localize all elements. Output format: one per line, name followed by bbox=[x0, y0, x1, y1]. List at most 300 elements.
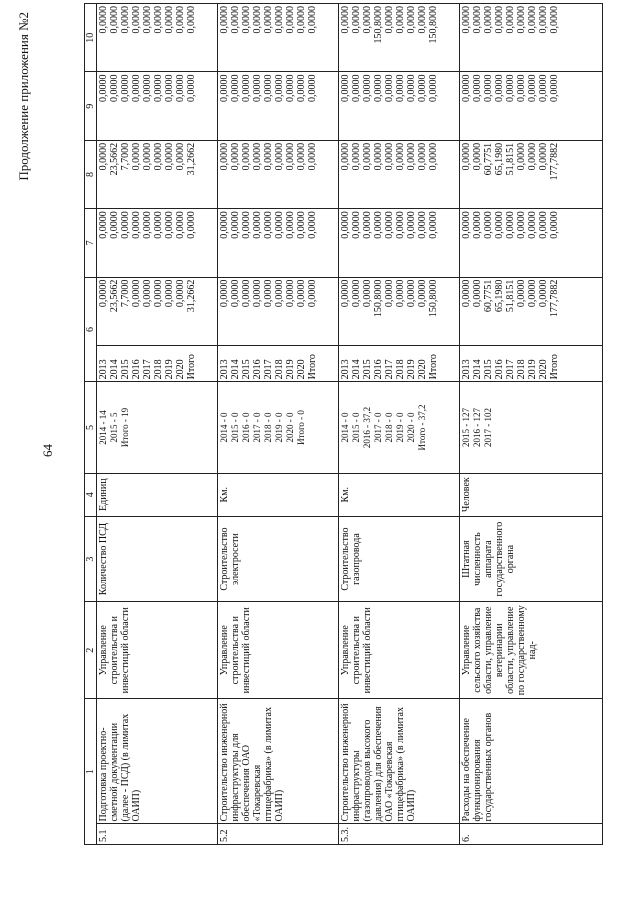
row-targets-value: 2014 - 0 bbox=[340, 412, 350, 443]
row-targets-value: 2020 - 0 bbox=[406, 412, 416, 443]
row-targets-value: 2016 - 37,2 bbox=[362, 406, 372, 449]
row-col10-value: 0,0000 bbox=[461, 6, 472, 34]
row-col8-value: 60,7751 bbox=[483, 142, 494, 176]
row-executor: Управление строительства и инвестиций области bbox=[218, 602, 339, 699]
row-targets-value: 2019 - 0 bbox=[274, 412, 284, 443]
row-col10-value: 0,0000 bbox=[263, 6, 274, 34]
row-col6-value: 0,0000 bbox=[142, 279, 153, 308]
row-col7-value: 0,0000 bbox=[120, 211, 131, 239]
row-col7-value: 0,0000 bbox=[538, 211, 549, 239]
row-col9-value: 0,0000 bbox=[472, 74, 483, 102]
row-col9 bbox=[339, 72, 460, 140]
row-col10-value: 0,0000 bbox=[296, 6, 307, 34]
row-col9-value: 0,0000 bbox=[142, 74, 153, 102]
row-col7-value: 0,0000 bbox=[285, 211, 296, 239]
column-header-9: 9 bbox=[85, 72, 97, 140]
row-col7-value: 0,0000 bbox=[428, 211, 439, 239]
row-col10-value: 0,0000 bbox=[417, 6, 428, 34]
row-col7-value: 0,0000 bbox=[527, 211, 538, 239]
row-col6-value: 0,0000 bbox=[307, 279, 318, 308]
row-targets-value: 2020 - 0 bbox=[285, 412, 295, 443]
row-col6-value: 51,8151 bbox=[505, 279, 516, 313]
row-col8-value: 0,0000 bbox=[395, 142, 406, 171]
row-col8-value: 0,0000 bbox=[406, 142, 417, 171]
row-targets-value: 2017 - 102 bbox=[483, 407, 493, 447]
row-col7-value: 0,0000 bbox=[461, 211, 472, 239]
row-targets bbox=[218, 382, 339, 473]
row-col6-value: 0,0000 bbox=[351, 279, 362, 308]
row-targets-value: 2017 - 0 bbox=[373, 412, 383, 443]
row-col10-value: 0,0000 bbox=[109, 6, 120, 34]
row-col6-value: 0,0000 bbox=[538, 279, 549, 308]
row-col10-value: 0,0000 bbox=[362, 6, 373, 34]
row-col10-value: 0,0000 bbox=[395, 6, 406, 34]
row-executor: Управление сельского хозяйства области, управление ветеринарии области, управление по государственному над- bbox=[460, 602, 603, 699]
row-years-value: 2020 bbox=[296, 359, 307, 380]
row-col10-value: 0,0000 bbox=[351, 6, 362, 34]
column-header-2: 2 bbox=[85, 602, 97, 699]
row-years-value: Итого bbox=[549, 354, 560, 380]
row-col8 bbox=[339, 140, 460, 208]
row-col10-value: 0,0000 bbox=[285, 6, 296, 34]
row-years-value: 2020 bbox=[417, 359, 428, 380]
row-col9-value: 0,0000 bbox=[362, 74, 373, 102]
row-col8-value: 65,1980 bbox=[494, 142, 505, 176]
table-row bbox=[339, 4, 460, 845]
row-col8-value: 0,0000 bbox=[175, 142, 186, 171]
row-indicator: Штатная численность аппарата государственного органа bbox=[460, 516, 603, 601]
row-col6-value: 0,0000 bbox=[241, 279, 252, 308]
row-targets-value: 2014 - 14 bbox=[98, 410, 108, 445]
row-col7-value: 0,0000 bbox=[307, 211, 318, 239]
column-header-4: 4 bbox=[85, 473, 97, 516]
row-years-value: 2017 bbox=[263, 359, 274, 380]
row-years bbox=[339, 345, 460, 381]
row-col9-value: 0,0000 bbox=[109, 74, 120, 102]
row-targets-value: 2014 - 0 bbox=[219, 412, 229, 443]
row-years-value: 2018 bbox=[516, 359, 527, 380]
row-col6-value: 31,2662 bbox=[186, 279, 197, 313]
row-col8 bbox=[460, 140, 603, 208]
row-col10-value: 0,0000 bbox=[120, 6, 131, 34]
row-col8-value: 0,0000 bbox=[131, 142, 142, 171]
row-targets bbox=[97, 382, 218, 473]
row-col9-value: 0,0000 bbox=[351, 74, 362, 102]
row-col8-value: 0,0000 bbox=[164, 142, 175, 171]
row-col7-value: 0,0000 bbox=[373, 211, 384, 239]
row-years-value: 2017 bbox=[142, 359, 153, 380]
row-col9-value: 0,0000 bbox=[428, 74, 439, 102]
row-col6-value: 0,0000 bbox=[472, 279, 483, 308]
row-col8-value: 0,0000 bbox=[538, 142, 549, 171]
appendix-table bbox=[84, 3, 603, 845]
row-indicator: Строительство электросети bbox=[218, 516, 339, 601]
row-col9-value: 0,0000 bbox=[549, 74, 560, 102]
row-unit: Км. bbox=[339, 473, 460, 516]
row-col8-value: 0,0000 bbox=[351, 142, 362, 171]
row-col9-value: 0,0000 bbox=[527, 74, 538, 102]
row-targets-value: Итого - 37,2 bbox=[417, 404, 427, 451]
row-col8-value: 0,0000 bbox=[516, 142, 527, 171]
row-col6 bbox=[218, 277, 339, 345]
row-id: 6. bbox=[460, 824, 603, 845]
row-col10-value: 0,0000 bbox=[494, 6, 505, 34]
row-col9-value: 0,0000 bbox=[538, 74, 549, 102]
row-col9-value: 0,0000 bbox=[483, 74, 494, 102]
row-col9-value: 0,0000 bbox=[417, 74, 428, 102]
row-years bbox=[460, 345, 603, 381]
row-years bbox=[218, 345, 339, 381]
row-years-value: 2020 bbox=[175, 359, 186, 380]
row-unit: Единиц bbox=[97, 473, 218, 516]
row-col10-value: 0,0000 bbox=[164, 6, 175, 34]
column-header-5: 5 bbox=[85, 382, 97, 473]
row-targets bbox=[460, 382, 603, 473]
row-targets-value: 2016 - 127 bbox=[472, 407, 482, 447]
row-col6-value: 0,0000 bbox=[527, 279, 538, 308]
row-years-value: 2013 bbox=[98, 359, 109, 380]
row-years-value: 2015 bbox=[241, 359, 252, 380]
row-col9-value: 0,0000 bbox=[285, 74, 296, 102]
row-col10-value: 150,8000 bbox=[428, 6, 439, 44]
row-targets bbox=[339, 382, 460, 473]
row-col8-value: 0,0000 bbox=[384, 142, 395, 171]
row-col7-value: 0,0000 bbox=[351, 211, 362, 239]
row-col7-value: 0,0000 bbox=[109, 211, 120, 239]
row-col6 bbox=[460, 277, 603, 345]
row-col6-value: 0,0000 bbox=[252, 279, 263, 308]
row-years-value: 2013 bbox=[219, 359, 230, 380]
row-col10 bbox=[218, 4, 339, 73]
row-col9 bbox=[460, 72, 603, 140]
row-col10-value: 0,0000 bbox=[307, 6, 318, 34]
row-years-value: 2016 bbox=[131, 359, 142, 380]
row-col6 bbox=[97, 277, 218, 345]
row-col10-value: 0,0000 bbox=[538, 6, 549, 34]
row-years-value: 2015 bbox=[120, 359, 131, 380]
row-col7-value: 0,0000 bbox=[263, 211, 274, 239]
row-col7 bbox=[460, 209, 603, 277]
row-years-value: 2017 bbox=[384, 359, 395, 380]
page-number: 64 bbox=[40, 444, 55, 457]
row-col10-value: 0,0000 bbox=[153, 6, 164, 34]
row-col9-value: 0,0000 bbox=[505, 74, 516, 102]
row-years-value: 2019 bbox=[406, 359, 417, 380]
row-col8-value: 7,7000 bbox=[120, 142, 131, 171]
row-col6-value: 150,8000 bbox=[428, 279, 439, 318]
row-col6-value: 60,7751 bbox=[483, 279, 494, 313]
column-header-8: 8 bbox=[85, 140, 97, 208]
row-col10-value: 0,0000 bbox=[98, 6, 109, 34]
row-col6-value: 0,0000 bbox=[153, 279, 164, 308]
column-header-7: 7 bbox=[85, 209, 97, 277]
row-col8-value: 0,0000 bbox=[219, 142, 230, 171]
row-executor: Управление строительства и инвестиций области bbox=[339, 602, 460, 699]
row-col10 bbox=[339, 4, 460, 73]
row-targets-value: 2015 - 127 bbox=[461, 407, 471, 447]
row-col10-value: 0,0000 bbox=[219, 6, 230, 34]
row-col8-value: 0,0000 bbox=[362, 142, 373, 171]
row-col9-value: 0,0000 bbox=[98, 74, 109, 102]
row-col8-value: 0,0000 bbox=[417, 142, 428, 171]
row-col6-value: 0,0000 bbox=[461, 279, 472, 308]
row-years-value: 2018 bbox=[395, 359, 406, 380]
row-targets-value: 2018 - 0 bbox=[384, 412, 394, 443]
row-years-value: 2016 bbox=[494, 359, 505, 380]
row-col6-value: 0,0000 bbox=[219, 279, 230, 308]
row-col6-value: 0,0000 bbox=[230, 279, 241, 308]
row-targets-value: 2019 - 0 bbox=[395, 412, 405, 443]
row-col8-value: 0,0000 bbox=[230, 142, 241, 171]
row-col7-value: 0,0000 bbox=[252, 211, 263, 239]
row-col10-value: 0,0000 bbox=[131, 6, 142, 34]
row-col9-value: 0,0000 bbox=[252, 74, 263, 102]
row-col7-value: 0,0000 bbox=[153, 211, 164, 239]
row-col8-value: 31,2662 bbox=[186, 142, 197, 176]
row-name: Подготовка проектно-сметной документации (далее - ПСД) (в лимитах ОАИП) bbox=[97, 699, 218, 824]
row-col8-value: 0,0000 bbox=[307, 142, 318, 171]
row-col7-value: 0,0000 bbox=[362, 211, 373, 239]
row-years-value: 2016 bbox=[252, 359, 263, 380]
row-col7-value: 0,0000 bbox=[186, 211, 197, 239]
row-years-value: 2014 bbox=[472, 359, 483, 380]
row-col8-value: 23,5662 bbox=[109, 142, 120, 176]
row-col7-value: 0,0000 bbox=[241, 211, 252, 239]
row-years-value: 2019 bbox=[285, 359, 296, 380]
row-col10-value: 0,0000 bbox=[274, 6, 285, 34]
row-col10-value: 0,0000 bbox=[230, 6, 241, 34]
row-col6-value: 0,0000 bbox=[164, 279, 175, 308]
row-years-value: 2019 bbox=[527, 359, 538, 380]
row-col6-value: 0,0000 bbox=[384, 279, 395, 308]
row-col8-value: 0,0000 bbox=[274, 142, 285, 171]
row-col10 bbox=[460, 4, 603, 73]
row-targets-value: 2016 - 0 bbox=[241, 412, 251, 443]
row-col10-value: 0,0000 bbox=[505, 6, 516, 34]
row-col8-value: 0,0000 bbox=[527, 142, 538, 171]
row-col6-value: 65,1980 bbox=[494, 279, 505, 313]
row-years-value: 2018 bbox=[153, 359, 164, 380]
row-col10 bbox=[97, 4, 218, 73]
row-col9-value: 0,0000 bbox=[164, 74, 175, 102]
row-col7-value: 0,0000 bbox=[505, 211, 516, 239]
row-col8-value: 177,7882 bbox=[549, 142, 560, 181]
row-col9-value: 0,0000 bbox=[186, 74, 197, 102]
row-col9-value: 0,0000 bbox=[395, 74, 406, 102]
row-col7-value: 0,0000 bbox=[384, 211, 395, 239]
row-targets-value: Итого - 19 bbox=[120, 407, 130, 448]
row-col9-value: 0,0000 bbox=[131, 74, 142, 102]
row-col6-value: 150,8000 bbox=[373, 279, 384, 318]
row-col7 bbox=[97, 209, 218, 277]
row-col6-value: 0,0000 bbox=[406, 279, 417, 308]
row-col7-value: 0,0000 bbox=[494, 211, 505, 239]
row-col8 bbox=[97, 140, 218, 208]
row-col9 bbox=[218, 72, 339, 140]
row-col6-value: 7,7000 bbox=[120, 279, 131, 308]
row-col10-value: 0,0000 bbox=[472, 6, 483, 34]
row-col6-value: 0,0000 bbox=[274, 279, 285, 308]
row-col6-value: 23,5662 bbox=[109, 279, 120, 313]
row-col10-value: 0,0000 bbox=[340, 6, 351, 34]
row-years bbox=[97, 345, 218, 381]
row-targets-value: 2015 - 0 bbox=[351, 412, 361, 443]
row-col10-value: 0,0000 bbox=[516, 6, 527, 34]
row-col10-value: 0,0000 bbox=[527, 6, 538, 34]
row-name: Строительство инженерной инфраструктуры для обеспечения ОАО «Токаревская птицефабрика» (в лимитах ОАИП) bbox=[218, 699, 339, 824]
row-col7-value: 0,0000 bbox=[274, 211, 285, 239]
table-row bbox=[97, 4, 218, 845]
row-col7-value: 0,0000 bbox=[549, 211, 560, 239]
row-col7-value: 0,0000 bbox=[406, 211, 417, 239]
row-id: 5.3. bbox=[339, 824, 460, 845]
row-col6-value: 0,0000 bbox=[296, 279, 307, 308]
row-years-value: 2014 bbox=[230, 359, 241, 380]
row-col8-value: 0,0000 bbox=[340, 142, 351, 171]
row-col7-value: 0,0000 bbox=[164, 211, 175, 239]
row-col7-value: 0,0000 bbox=[142, 211, 153, 239]
row-col10-value: 0,0000 bbox=[175, 6, 186, 34]
column-number-row bbox=[85, 4, 97, 845]
row-col7-value: 0,0000 bbox=[417, 211, 428, 239]
row-col9-value: 0,0000 bbox=[175, 74, 186, 102]
row-col9-value: 0,0000 bbox=[241, 74, 252, 102]
row-col8-value: 0,0000 bbox=[472, 142, 483, 171]
row-col9-value: 0,0000 bbox=[263, 74, 274, 102]
row-col8-value: 0,0000 bbox=[373, 142, 384, 171]
row-col9-value: 0,0000 bbox=[340, 74, 351, 102]
row-col7 bbox=[339, 209, 460, 277]
row-col8-value: 0,0000 bbox=[428, 142, 439, 171]
row-col6-value: 0,0000 bbox=[417, 279, 428, 308]
row-targets-value: Итого - 0 bbox=[296, 410, 306, 445]
row-col6-value: 0,0000 bbox=[98, 279, 109, 308]
row-col6 bbox=[339, 277, 460, 345]
row-col8-value: 0,0000 bbox=[142, 142, 153, 171]
row-col7-value: 0,0000 bbox=[296, 211, 307, 239]
row-col7-value: 0,0000 bbox=[340, 211, 351, 239]
column-header-10: 10 bbox=[85, 4, 97, 73]
row-col9-value: 0,0000 bbox=[296, 74, 307, 102]
row-col6-value: 177,7882 bbox=[549, 279, 560, 318]
row-unit: Км. bbox=[218, 473, 339, 516]
row-col9-value: 0,0000 bbox=[494, 74, 505, 102]
row-years-value: 2016 bbox=[373, 359, 384, 380]
row-col7-value: 0,0000 bbox=[98, 211, 109, 239]
row-col10-value: 0,0000 bbox=[241, 6, 252, 34]
row-col6-value: 0,0000 bbox=[340, 279, 351, 308]
row-targets-value: 2015 - 0 bbox=[230, 412, 240, 443]
row-col8-value: 0,0000 bbox=[241, 142, 252, 171]
row-years-value: 2017 bbox=[505, 359, 516, 380]
row-col7-value: 0,0000 bbox=[175, 211, 186, 239]
row-col8-value: 0,0000 bbox=[98, 142, 109, 171]
row-col7-value: 0,0000 bbox=[131, 211, 142, 239]
row-col10-value: 0,0000 bbox=[142, 6, 153, 34]
row-id: 5.2 bbox=[218, 824, 339, 845]
row-col10-value: 0,0000 bbox=[483, 6, 494, 34]
row-years-value: 2014 bbox=[109, 359, 120, 380]
row-col6-value: 0,0000 bbox=[395, 279, 406, 308]
row-targets-value: 2017 - 0 bbox=[252, 412, 262, 443]
row-col7-value: 0,0000 bbox=[516, 211, 527, 239]
row-col10-value: 0,0000 bbox=[406, 6, 417, 34]
row-col9 bbox=[97, 72, 218, 140]
row-col9-value: 0,0000 bbox=[120, 74, 131, 102]
row-col7-value: 0,0000 bbox=[230, 211, 241, 239]
table-row bbox=[218, 4, 339, 845]
row-col8-value: 0,0000 bbox=[461, 142, 472, 171]
row-col8-value: 0,0000 bbox=[153, 142, 164, 171]
row-col9-value: 0,0000 bbox=[516, 74, 527, 102]
row-col9-value: 0,0000 bbox=[307, 74, 318, 102]
row-col7-value: 0,0000 bbox=[483, 211, 494, 239]
row-col6-value: 0,0000 bbox=[516, 279, 527, 308]
row-unit: Человек bbox=[460, 473, 603, 516]
row-col9-value: 0,0000 bbox=[230, 74, 241, 102]
row-col8 bbox=[218, 140, 339, 208]
row-targets-value: 2015 - 5 bbox=[109, 412, 119, 443]
row-col7-value: 0,0000 bbox=[472, 211, 483, 239]
column-header-1: 1 bbox=[85, 699, 97, 845]
row-col10-value: 0,0000 bbox=[384, 6, 395, 34]
row-col10-value: 0,0000 bbox=[186, 6, 197, 34]
row-col8-value: 0,0000 bbox=[285, 142, 296, 171]
row-col7 bbox=[218, 209, 339, 277]
row-executor: Управление строительства и инвестиций области bbox=[97, 602, 218, 699]
row-name: Расходы на обеспечение функционирования государственных органов bbox=[460, 699, 603, 824]
row-col8-value: 0,0000 bbox=[252, 142, 263, 171]
table-row bbox=[460, 4, 603, 845]
row-years-value: 2018 bbox=[274, 359, 285, 380]
row-col9-value: 0,0000 bbox=[373, 74, 384, 102]
row-col10-value: 0,0000 bbox=[252, 6, 263, 34]
row-col9-value: 0,0000 bbox=[219, 74, 230, 102]
row-years-value: Итого bbox=[186, 354, 197, 380]
row-col6-value: 0,0000 bbox=[285, 279, 296, 308]
row-col9-value: 0,0000 bbox=[406, 74, 417, 102]
row-indicator: Строительство газопровода bbox=[339, 516, 460, 601]
row-years-value: 2019 bbox=[164, 359, 175, 380]
row-col6-value: 0,0000 bbox=[175, 279, 186, 308]
row-col9-value: 0,0000 bbox=[384, 74, 395, 102]
row-years-value: 2013 bbox=[461, 359, 472, 380]
row-col8-value: 0,0000 bbox=[296, 142, 307, 171]
row-years-value: Итого bbox=[428, 354, 439, 380]
row-name: Строительство инженерной инфраструктуры (газопроводов высокого давления) для обеспечения ОАО «Токаревская птицефабрика» (в лимитах ОАИП) bbox=[339, 699, 460, 824]
row-years-value: 2013 bbox=[340, 359, 351, 380]
row-years-value: Итого bbox=[307, 354, 318, 380]
row-col9-value: 0,0000 bbox=[461, 74, 472, 102]
row-col9-value: 0,0000 bbox=[153, 74, 164, 102]
row-years-value: 2020 bbox=[538, 359, 549, 380]
row-col7-value: 0,0000 bbox=[395, 211, 406, 239]
row-col8-value: 0,0000 bbox=[263, 142, 274, 171]
row-col7-value: 0,0000 bbox=[219, 211, 230, 239]
row-col6-value: 0,0000 bbox=[263, 279, 274, 308]
row-col10-value: 150,8000 bbox=[373, 6, 384, 44]
row-years-value: 2015 bbox=[362, 359, 373, 380]
row-years-value: 2015 bbox=[483, 359, 494, 380]
row-targets-value: 2018 - 0 bbox=[263, 412, 273, 443]
row-col8-value: 51,8151 bbox=[505, 142, 516, 176]
row-col10-value: 0,0000 bbox=[549, 6, 560, 34]
row-years-value: 2014 bbox=[351, 359, 362, 380]
appendix-continuation-label: Продолжение приложения №2 bbox=[16, 12, 31, 181]
row-id: 5.1 bbox=[97, 824, 218, 845]
column-header-6: 6 bbox=[85, 277, 97, 382]
row-col9-value: 0,0000 bbox=[274, 74, 285, 102]
